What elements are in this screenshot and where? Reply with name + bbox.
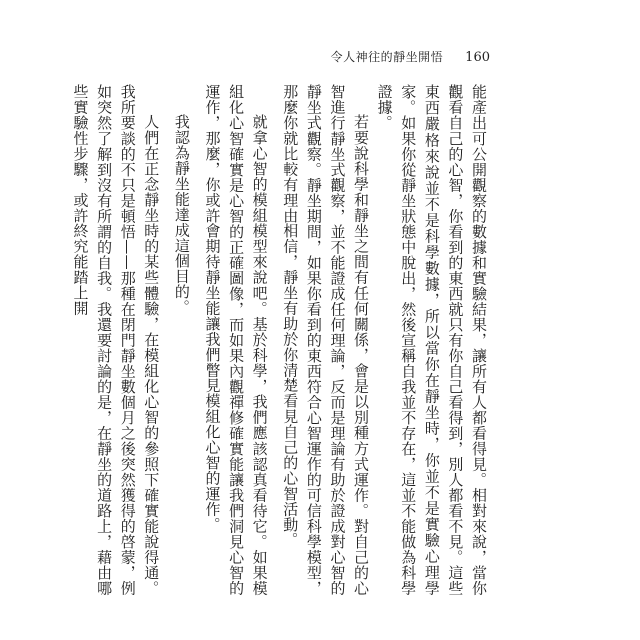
paragraph-3: 就拿心智的模組模型來說吧。基於科學，我們應該認真看待它。如果模組化心智確實是心智的正確圖像，而如果內觀禪修確實能讓我們洞見心智的運作，那麼，你或許會期待靜坐能讓我們瞥見模組化心智的運作。 bbox=[203, 84, 269, 596]
paragraph-1: 能產出可公開觀察的數據和實驗結果，讓所有人都看得見。相對來說，當你觀看自己的心智，你看到的東西就只有你自己看得到，別人都看不見。這些東西嚴格來說並不是科學數據，所以當你在靜坐時，你並不是實驗心理學家。如果你從靜坐狀態中脫出，然後宣稱自我並不存在，這並不能做為科學證據。 bbox=[375, 84, 488, 596]
paragraph-4: 我認為靜坐能達成這個目的。 bbox=[172, 114, 191, 315]
paragraph-2: 若要說科學和靜坐之間有任何關係，會是以別種方式運作。對自己的心智進行靜坐式觀察，並不能證成任何理論，反而是理論有助於證成對心智的靜坐式觀察。靜坐期間，如果你看到的東西符合心智運作的可信科學模型，那麼你就比較有理由相信，靜坐有助於你清楚看見自己的心智活動。 bbox=[281, 84, 371, 596]
page-number: 160 bbox=[465, 50, 490, 65]
body-text bbox=[68, 84, 490, 596]
running-title: 令人神往的靜坐開悟 bbox=[330, 50, 444, 64]
paragraph-5: 人們在正念靜坐時的某些體驗，在模組化心智的參照下確實能說得通。我所要談的不只是頓悟——那種在閉門靜坐數個月之後突然獲得的啓蒙，例如突然了解到沒有所謂的自我。我還要討論的是，在靜坐的道路上，藉由哪些實驗性步驟，或許終究能踏上開 bbox=[71, 84, 161, 596]
running-header bbox=[331, 48, 490, 65]
